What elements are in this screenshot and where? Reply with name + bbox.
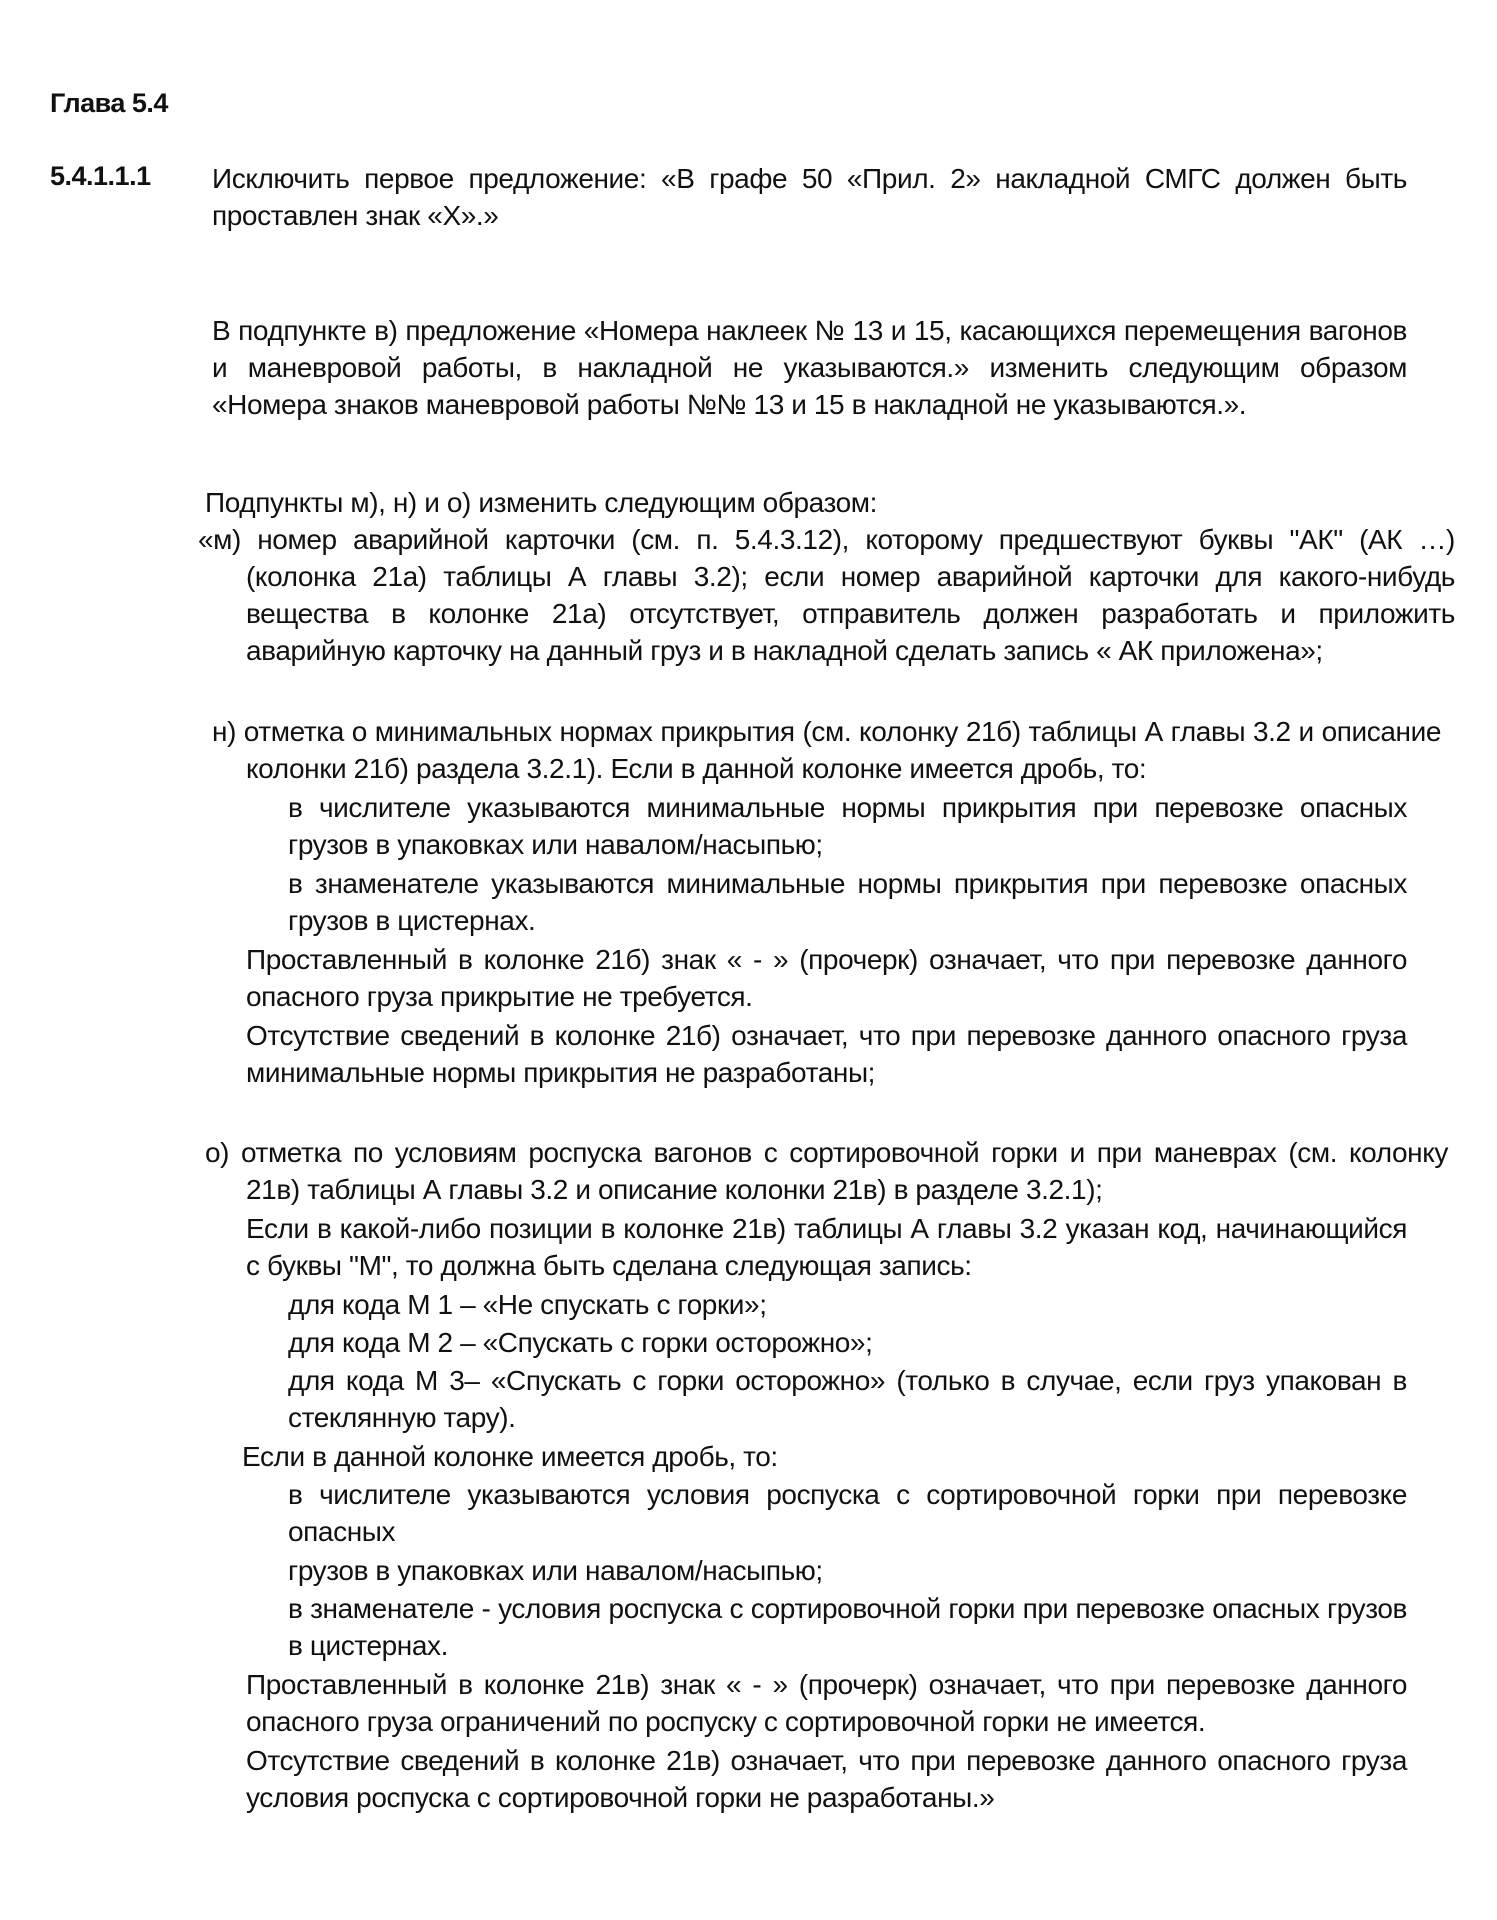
item-o-numerator-cont: грузов в упаковках или навалом/насыпью; <box>288 1555 823 1586</box>
item-o-code-intro: Если в какой-либо позиции в колонке 21в) таблицы А главы 3.2 указан код, начинающийся с буквы "М", то должна быть сделана следующая запись: <box>246 1213 1407 1281</box>
item-o-code-m1: для кода М 1 – «Не спускать с горки»; <box>288 1289 767 1320</box>
item-o-numerator: в числителе указываются условия роспуска с сортировочной горки при перевозке опасных <box>288 1479 1407 1547</box>
chapter-title: Глава 5.4 <box>50 88 168 118</box>
item-o-denominator: в знаменателе - условия роспуска с сортировочной горки при перевозке опасных грузов в цистернах. <box>288 1593 1407 1661</box>
item-n-numerator: в числителе указываются минимальные нормы прикрытия при перевозке опасных грузов в упаковках или навалом/насыпью; <box>288 792 1407 860</box>
item-n-denominator: в знаменателе указываются минимальные нормы прикрытия при перевозке опасных грузов в цистернах. <box>288 868 1407 936</box>
item-n: н) отметка о минимальных нормах прикрытия (см. колонку 21б) таблицы А главы 3.2 и описание колонки 21б) раздела 3.2.1). Если в данной колонке имеется дробь, то: <box>212 716 1441 784</box>
item-o-absence-note: Отсутствие сведений в колонке 21в) означает, что при перевозке данного опасного груза условия роспуска с сортировочной горки не разработаны.» <box>246 1745 1407 1813</box>
amendment-paragraph-2: В подпункте в) предложение «Номера наклеек № 13 и 15, касающихся перемещения вагонов и маневровой работы, в накладной не указываются.» изменить следующим образом «Номера знаков маневровой работы №№ 13 и 15 в накладной не указываются.». <box>212 315 1407 420</box>
item-o-code-m3: для кода М 3– «Спускать с горки осторожно» (только в случае, если груз упакован в стеклянную тару). <box>288 1365 1407 1433</box>
item-o-fraction-intro: Если в данной колонке имеется дробь, то: <box>242 1441 778 1472</box>
item-o-dash-note: Проставленный в колонке 21в) знак « - » (прочерк) означает, что при перевозке данного опасного груза ограничений по роспуску с сортировочной горки не имеется. <box>246 1669 1407 1737</box>
item-m: «м) номер аварийной карточки (см. п. 5.4.3.12), которому предшествуют буквы "АК" (АК …) (колонка 21а) таблицы А главы 3.2); если номер аварийной карточки для какого-нибудь вещества в колонке 21а) отсутствует, отправитель должен разработать и приложить аварийную карточку на данный груз и в накладной сделать запись « АК приложена»; <box>198 524 1455 666</box>
item-o: о) отметка по условиям роспуска вагонов с сортировочной горки и при маневрах (см. колонку 21в) таблицы А главы 3.2 и описание колонки 21в) в разделе 3.2.1); <box>205 1137 1448 1205</box>
section-number: 5.4.1.1.1 <box>50 161 151 191</box>
item-o-code-m2: для кода М 2 – «Спускать с горки осторожно»; <box>288 1327 873 1358</box>
amendment-paragraph-1: Исключить первое предложение: «В графе 50 «Прил. 2» накладной СМГС должен быть проставлен знак «Х».» <box>212 163 1407 231</box>
item-n-dash-note: Проставленный в колонке 21б) знак « - » (прочерк) означает, что при перевозке данного опасного груза прикрытие не требуется. <box>246 944 1407 1012</box>
item-n-absence-note: Отсутствие сведений в колонке 21б) означает, что при перевозке данного опасного груза минимальные нормы прикрытия не разработаны; <box>246 1020 1407 1088</box>
subitems-intro: Подпункты м), н) и о) изменить следующим образом: <box>205 487 878 518</box>
